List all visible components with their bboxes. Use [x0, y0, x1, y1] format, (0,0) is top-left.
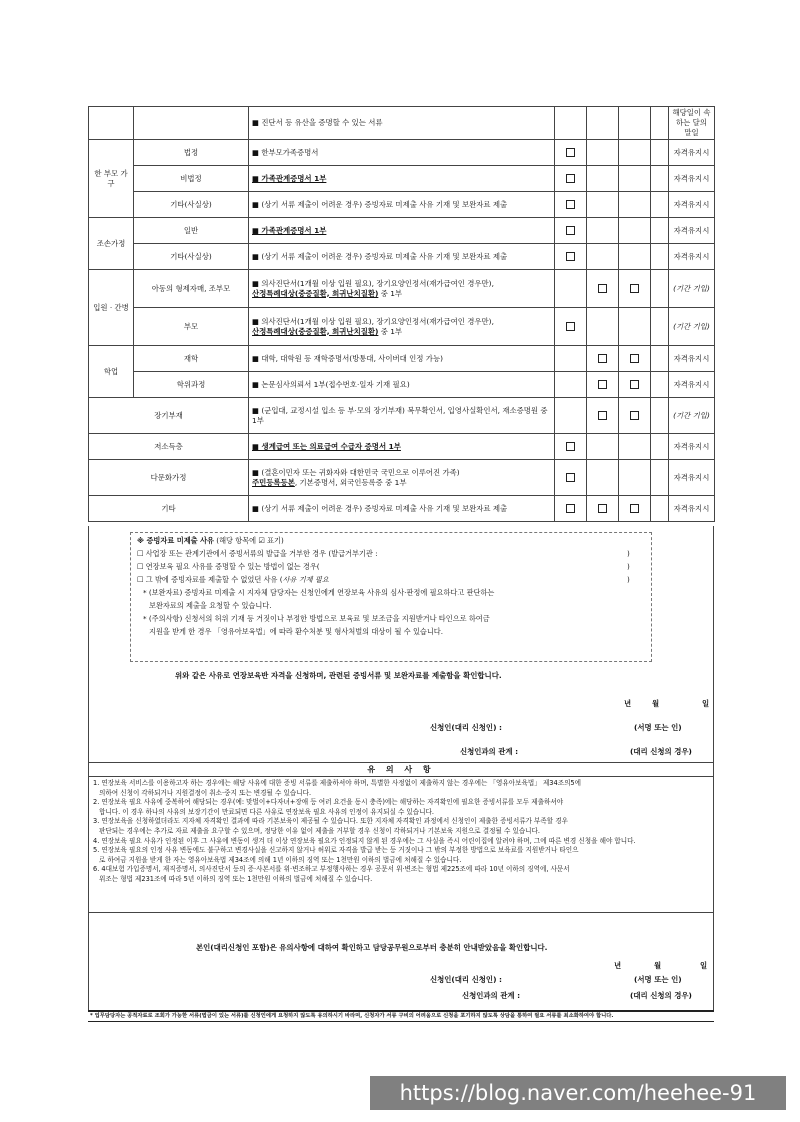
- caution-item: 5. 연장보육 필요의 인정 사유 변동에도 불구하고 변경사실을 신고하지 않거나 허위로 자격을 발급 받는 등 거짓이나 그 밖의 부정한 방법으로 보육료를 지원받거나 타인으: [93, 846, 579, 855]
- proxy-note: (대리 신청의 경우): [630, 747, 692, 756]
- period-cell: (기간 기입): [669, 398, 715, 434]
- study-group: 학업: [89, 346, 134, 398]
- reason-hint: 사유 기재 필요: [282, 575, 329, 584]
- period-cell: (기간 기입): [669, 270, 715, 308]
- doc-cell: ■ 의사진단서(1개월 이상 입원 필요), 장기요양인정서(재가급여인 경우만), 산정특례대상(중증질환, 희귀난치질환) 중 1부: [249, 270, 555, 308]
- applicant-label: 신청인(대리 신청인) :: [430, 723, 502, 732]
- caution-border-right: [713, 908, 714, 1010]
- caution-section: 유 의 사 항 1. 연장보육 서비스를 이용하고자 하는 경우에는 해당 사유에 대한 증빙 서류를 제출하셔야 하며, 특별한 사정없이 제출하지 않는 경우에는 「영유아보육법」 제34조의5에 의하여 신청이 각하되거나 지원결정이 취소·중지 또는 변경될 수 있습니다. 2. 연장보육 필요 사유에 중복하여 해당되는 경우(예: 맞벌이+다자녀+장애 등 여러 요건을 동시 충족)에는 해당하는 자격확인에 필요한 증빙서류를 모두 제출하셔야 합니다. 이 경우 하나의 사유의 보장기간이 만료되면 다른 사유로 연장보육 필요 사유의 인정이 유지되실 수 있습니다. 3. 연장보육을 신청하였더라도 지자체 자격확인 결과에 따라 기본보육이 제공될 수 있습니다. 또한 지자체 자격확인 과정에서 신청인이 제출한 증빙서류가 부족할 경우 판단되는 경우에는 추가로 자료 제출을 요구할 수 있으며, 정당한 이유 없이 제출을 거부할 경우 신청이 각하되거나 기본보육 지원으로 결정될 수 있습니다. 4. 연장보육 필요 사유가 인정된 이후 그 사유에 변동이 생겨 더 이상 연장보육 필요가 인정되지 않게 된 경우에는 그 사실을 즉시 어린이집에 알려야 하며, 그에 따른 변경 신청을 해야 합니다. 5. 연장보육 필요의 인정 사유 변동에도 불구하고 변경사실을 신고하지 않거나 허위로 자격을 발급 받는 등 거짓이나 그 밖의 부정한 방법으로 보육료를 지원받거나 타인으 로 하여금 지원을 받게 한 자는 영유아보육법 제34조에 의해 1년 이하의 징역 또는 1천만원 이하의 벌금에 처해질 수 있습니다. 6. 4대보험 가입증명서, 재직증명서, 의사진단서 등의 증·사본서를 위·변조하고 부정행사하는 경우 공문서 위·변조는 형법 제225조에 따라 10년 이하의 징역에, 사문서 위조는 형법 제231조에 따라 5년 이하의 징역 또는 1천만원 이하의 벌금에 처해질 수 있습니다.: [88, 762, 714, 913]
- relation-label: 신청인과의 관계 :: [460, 747, 519, 756]
- caution-signature-field[interactable]: (서명 또는 인): [634, 975, 682, 984]
- single-parent-other-label: 기타(사실상): [134, 192, 249, 218]
- checkbox[interactable]: [566, 226, 575, 235]
- single-parent-nonlegal-label: 비법정: [134, 166, 249, 192]
- doc-text: ■ (상기 서류 제출이 어려운 경우) 증빙자료 미제출 사유 기재 및 보완자료 제출: [249, 496, 555, 522]
- caution-item: 3. 연장보육을 신청하였더라도 지자체 자격확인 결과에 따라 기본보육이 제공될 수 있습니다. 또한 지자체 자격확인 과정에서 신청인이 제출한 증빙서류가 부족할 경우: [93, 817, 568, 826]
- doc-text: ■ (상기 서류 제출이 어려운 경우) 증빙자료 미제출 사유 기재 및 보완자료 제출: [249, 192, 555, 218]
- doc-text: ■ (상기 서류 제출이 어려운 경우) 증빙자료 미제출 사유 기재 및 보완자료 제출: [249, 244, 555, 270]
- doc-cell: [249, 107, 555, 140]
- checkbox[interactable]: [598, 504, 607, 513]
- caution-item: 4. 연장보육 필요 사유가 인정된 이후 그 사유에 변동이 생겨 더 이상 연장보육 필요가 인정되지 않게 된 경우에는 그 사실을 즉시 어린이집에 알려야 하며, 그에 따른 변경 신청을 해야 합니다.: [93, 836, 636, 845]
- doc-text: ■ 논문심사의뢰서 1부(접수번호·일자 기재 필요): [249, 372, 555, 398]
- period-cell: 자격유지시: [669, 192, 715, 218]
- checkbox[interactable]: [598, 284, 607, 293]
- checkbox[interactable]: [566, 252, 575, 261]
- footer-note: * 업무담당자는 공적자료로 조회가 가능한 서류(법금이 있는 서류)를 신청인에게 요청하지 않도록 유의하시기 바라며, 신청자가 서류 구비의 어려움으로 신청을 포기하지 않도록 상담을 통하여 필요 서류를 최소화하여야 합니다.: [88, 1010, 714, 1022]
- single-parent-legal-label: 법정: [134, 140, 249, 166]
- missing-reason-title: ※ 증빙자료 미제출 사유: [137, 536, 214, 545]
- checkbox[interactable]: [598, 411, 607, 420]
- period-cell: 자격유지시: [669, 346, 715, 372]
- doc-text: ■ 진단서 등 유산을 증명할 수 있는 서류: [252, 118, 383, 127]
- study-enrolled-label: 재학: [134, 346, 249, 372]
- multicultural-label: 다문화가정: [89, 460, 249, 496]
- checkbox[interactable]: [630, 284, 639, 293]
- period-cell: (기간 기입): [669, 308, 715, 346]
- study-degree-label: 학위과정: [134, 372, 249, 398]
- period-cell: 자격유지시: [669, 166, 715, 192]
- grandparent-group: 조손가정: [89, 218, 134, 270]
- checkbox[interactable]: [566, 473, 575, 482]
- doc-text: ■ 대학, 대학원 등 재학증명서(방통대, 사이버대 인정 가능): [249, 346, 555, 372]
- caution-title: 유 의 사 항: [89, 763, 713, 777]
- period-cell: 자격유지시: [669, 218, 715, 244]
- missing-reason-box: ※ 증빙자료 미제출 사유 (해당 항목에 ☑ 표기) ☐ 사업장 또는 관계기관에서 증빙서류의 발급을 거부한 경우 (발급거부기관 : ) ☐ 연장보육 필요 사유를 증명할 수 있는 방법이 없는 경우( ) ☐ 그 밖에 증빙자료를 제출할 수 없었던 사유 (사유 기재 필요 ) * (보완자료) 증빙자료 미제출 시 지자체 담당자는 신청인에게 연장보육 사유의 심사·판정에 필요하다고 판단하는 보완자료의 제출을 요청할 수 있습니다. * (주의사항) 신청서의 허위 기재 등 거짓이나 부정한 방법으로 보육료 및 보조금을 지원받거나 타인으로 하여금 지원을 받게 한 경우 「영유아보육법」에 따라 환수처분 및 형사처벌의 대상이 될 수 있습니다.: [130, 532, 652, 662]
- checkbox[interactable]: [566, 148, 575, 157]
- lowincome-label: 저소득층: [89, 434, 249, 460]
- reason-option-refused[interactable]: ☐ 사업장 또는 관계기관에서 증빙서류의 발급을 거부한 경우 (발급거부기관 :: [137, 549, 378, 558]
- section-right-border: [713, 526, 714, 762]
- date-day: 일: [702, 699, 710, 708]
- other-label: 기타: [89, 496, 249, 522]
- grandparent-other-label: 기타(사실상): [134, 244, 249, 270]
- doc-text: ■ (군입대, 교정시설 입소 등 부·모의 장기부재) 복무확인서, 입영사실확인서, 재소증명원 중 1부: [249, 398, 555, 434]
- checkbox[interactable]: [566, 442, 575, 451]
- checkbox[interactable]: [630, 380, 639, 389]
- checkbox[interactable]: [630, 411, 639, 420]
- checkbox[interactable]: [566, 504, 575, 513]
- checkbox[interactable]: [566, 174, 575, 183]
- caution-relation-label: 신청인과의 관계 :: [462, 991, 521, 1000]
- checkbox[interactable]: [630, 354, 639, 363]
- date-month: 월: [652, 699, 660, 708]
- checkbox[interactable]: [566, 200, 575, 209]
- reason-option-no-proof[interactable]: ☐ 연장보육 필요 사유를 증명할 수 있는 방법이 없는 경우(: [137, 562, 320, 571]
- hospital-sibling-label: 아동의 형제자매, 조부모: [134, 270, 249, 308]
- caution-applicant-label: 신청인(대리 신청인) :: [430, 975, 502, 984]
- caution-confirm: 본인(대리신청인 포함)은 유의사항에 대하여 확인하고 담당공무원으로부터 충분히 안내받았음을 확인합니다.: [196, 943, 548, 952]
- period-cell: 자격유지시: [669, 140, 715, 166]
- blog-watermark: https://blog.naver.com/heehee-91: [370, 1076, 786, 1110]
- section-left-border: [88, 526, 89, 762]
- checkbox[interactable]: [630, 504, 639, 513]
- doc-cell: ■ (결혼이민자 또는 귀화자와 대한민국 국민으로 이루어진 가족) 주민등록등본, 기본증명서, 외국인등록증 중 1부: [249, 460, 555, 496]
- caution-item: 1. 연장보육 서비스를 이용하고자 하는 경우에는 해당 사유에 대한 증빙 서류를 제출하셔야 하며, 특별한 사정없이 제출하지 않는 경우에는 「영유아보육법」 제34조의5에: [93, 779, 582, 787]
- doc-text: ■ 가족관계증명서 1부: [249, 218, 555, 244]
- grandparent-general-label: 일반: [134, 218, 249, 244]
- hospital-group: 입원 · 간병: [89, 270, 134, 346]
- signature-field[interactable]: (서명 또는 인): [634, 723, 682, 732]
- caution-border-left: [88, 908, 89, 1010]
- doc-text: ■ 가족관계증명서 1부: [249, 166, 555, 192]
- supplement-note: * (보완자료) 증빙자료 미제출 시 지자체 담당자는 신청인에게 연장보육 사유의 심사·판정에 필요하다고 판단하는: [143, 588, 495, 597]
- period-cell: 자격유지시: [669, 434, 715, 460]
- doc-text: ■ 한부모가족증명서: [249, 140, 555, 166]
- caution-date-year: 년: [614, 961, 622, 970]
- absence-label: 장기부재: [89, 398, 249, 434]
- period-cell: 자격유지시: [669, 372, 715, 398]
- doc-cell: ■ 의사진단서(1개월 이상 입원 필요), 장기요양인정서(재가급여인 경우만), 산정특례대상(중증질환, 희귀난치질환) 중 1부: [249, 308, 555, 346]
- single-parent-group: 한 부모 가구: [89, 140, 134, 218]
- caution-date-month: 월: [654, 961, 662, 970]
- period-cell: 해당일이 속하는 달의 말일: [669, 107, 715, 140]
- reason-option-other[interactable]: ☐ 그 밖에 증빙자료를 제출할 수 없었던 사유 (: [137, 575, 283, 584]
- period-cell: 자격유지시: [669, 460, 715, 496]
- missing-reason-subtitle: (해당 항목에 ☑ 표기): [216, 536, 284, 545]
- caution-item: 6. 4대보험 가입증명서, 재직증명서, 의사진단서 등의 증·사본서를 위·변조하고 부정행사하는 경우 공문서 위·변조는 형법 제225조에 따라 10년 이하의 징역에, 사문서: [93, 865, 570, 874]
- eligibility-table: [88, 106, 715, 522]
- date-year: 년: [624, 699, 632, 708]
- checkbox[interactable]: [566, 322, 575, 331]
- checkbox[interactable]: [598, 380, 607, 389]
- caution-proxy-note: (대리 신청의 경우): [630, 991, 692, 1000]
- period-cell: 자격유지시: [669, 496, 715, 522]
- confirm-statement: 위와 같은 사유로 연장보육반 자격을 신청하며, 관련된 증빙서류 및 보완자료를 제출함을 확인합니다.: [175, 671, 502, 680]
- caution-date-day: 일: [700, 961, 708, 970]
- warning-note: * (주의사항) 신청서의 허위 기재 등 거짓이나 부정한 방법으로 보육료 및 보조금을 지원받거나 타인으로 하여금: [143, 614, 490, 623]
- caution-item: 2. 연장보육 필요 사유에 중복하여 해당되는 경우(예: 맞벌이+다자녀+장애 등 여러 요건을 동시 충족)에는 해당하는 자격확인에 필요한 증빙서류를 모두 제출하셔야: [93, 798, 564, 807]
- hospital-parent-label: 부모: [134, 308, 249, 346]
- doc-text: ■ 생계급여 또는 의료급여 수급자 증명서 1부: [249, 434, 555, 460]
- checkbox[interactable]: [598, 354, 607, 363]
- period-cell: 자격유지시: [669, 244, 715, 270]
